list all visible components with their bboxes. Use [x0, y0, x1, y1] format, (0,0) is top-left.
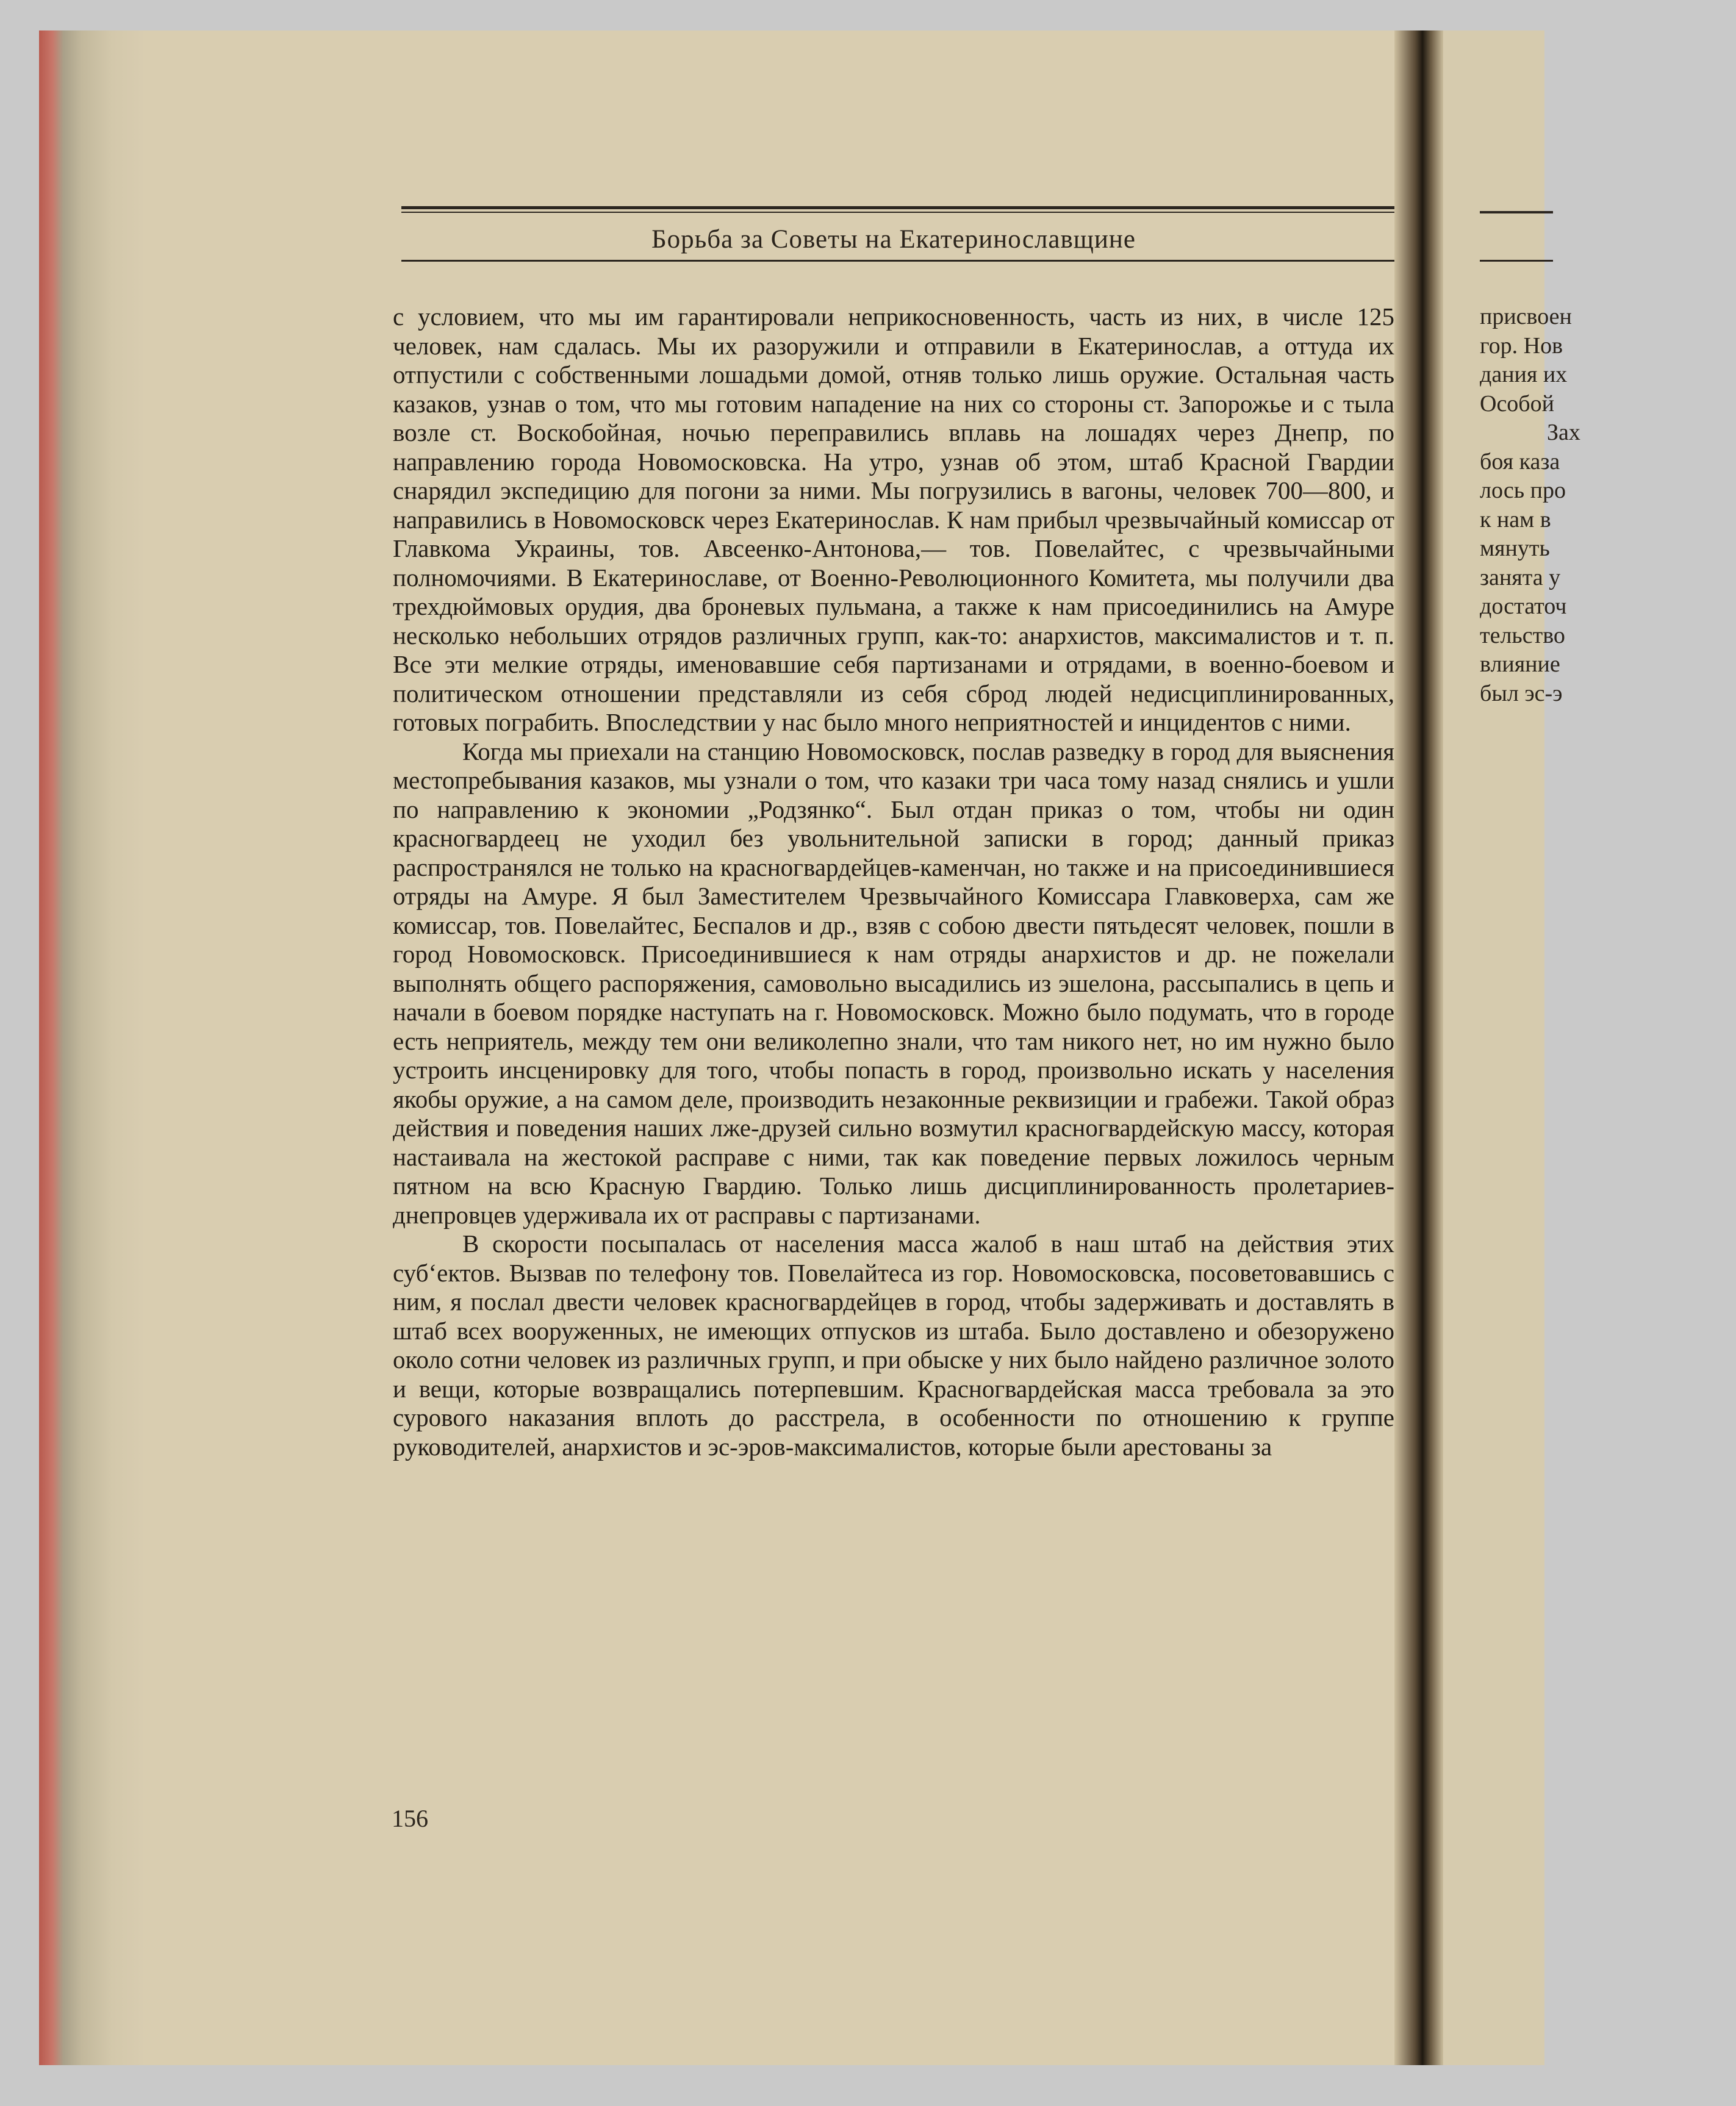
header-rule-top-thin: [401, 212, 1396, 213]
book-scan: [39, 30, 1580, 2065]
facing-line: достаточ: [1480, 593, 1567, 619]
facing-line: был эс-э: [1480, 680, 1563, 706]
facing-line: занята у: [1480, 564, 1561, 590]
paragraph: В скорости посыпалась от населения масса жалоб в наш штаб на действия этих суб‘ектов. Вызвав по телефону тов. Повелайтеса из гор. Новомосковска, посоветовавшись с ним, я послал двести человек красногвардейцев в город, чтобы задерживать и доставлять в штаб всех вооруженных, не имеющих отпусков из штаба. Было доставлено и обезоружено около сотни человек из различных групп, и при обыске у них было найдено различное золото и вещи, которые возвращались потерпевшим. Красногвардейская масса требовала за это сурового наказания вплоть до расстрела, в особенности по отношению к группе руководителей, анархистов и эс-эров-максималистов, которые были арестованы за: [393, 1230, 1394, 1461]
facing-page: [1443, 30, 1580, 2065]
facing-line: Зах: [1547, 420, 1580, 445]
facing-line: лось про: [1480, 478, 1566, 503]
facing-header-rule-bottom: [1480, 260, 1553, 262]
facing-line: гор. Нов: [1480, 332, 1563, 359]
facing-line: тельство: [1480, 622, 1565, 648]
left-page: [39, 30, 1394, 2065]
page-number: 156: [392, 1805, 428, 1832]
paragraph: с условием, что мы им гарантировали неприкосновенность, часть из них, в числе 125 человек, нам сдалась. Мы их разоружили и отправили в Екатеринослав, а оттуда их отпустили с собственными лошадьми домой, отняв только лишь оружие. Остальная часть казаков, узнав о том, что мы готовим нападение на них со стороны ст. Запорожье и с тыла возле ст. Воскобойная, ночью переправились вплавь на лошадях через Днепр, по направлению города Новомосковска. На утро, узнав об этом, штаб Красной Гвардии снарядил экспедицию для погони за ними. Мы погрузились в вагоны, человек 700—800, и направились в Новомосковск через Екатеринослав. К нам прибыл чрезвычайный комиссар от Главкома Украины, тов. Авсеенко-Антонова,— тов. Повелайтес, с чрезвычайными полномочиями. В Екатеринославе, от Военно-Революционного Комитета, мы получили два трехдюймовых орудия, два броневых пульмана, а также к нам присоединились на Амуре несколько небольших отрядов различных групп, как-то: анархистов, максималистов и т. п. Все эти мелкие отряды, именовавшие себя партизанами и отрядами, в военно-боевом и политическом отношении представляли из себя сброд людей недисциплинированных, готовых пограбить. Впоследствии у нас было много неприятностей и инцидентов с ними.: [393, 303, 1394, 736]
facing-page-text: [1480, 303, 1736, 708]
header-rule-top: [401, 206, 1396, 209]
facing-line: к нам в: [1480, 506, 1551, 532]
facing-header-rule-top: [1480, 211, 1553, 213]
facing-line: мянуть: [1480, 535, 1550, 561]
facing-line: Особой: [1480, 390, 1554, 417]
facing-line: присвоен: [1480, 304, 1572, 329]
running-header: Борьба за Советы на Екатеринославщине: [651, 225, 1136, 254]
facing-line: боя каза: [1480, 448, 1560, 475]
facing-line: дания их: [1480, 362, 1568, 387]
facing-line: влияние: [1480, 651, 1560, 677]
book-gutter: [1394, 30, 1443, 2065]
paragraph: Когда мы приехали на станцию Новомосковск, послав разведку в город для выяснения местопребывания казаков, мы узнали о том, что казаки три часа тому назад снялись и ушли по направлению к экономии „Родзянко“. Был отдан приказ о том, чтобы ни один красногвардеец не уходил без увольнительной записки в город; данный приказ распространялся не только на красногвардейцев-каменчан, но также и на присоединившиеся отряды на Амуре. Я был Заместителем Чрезвычайного Комиссара Главковерха, сам же комиссар, тов. Повелайтес, Беспалов и др., взяв с собою двести пятьдесят человек, пошли в город Новомосковск. Присоединившиеся к нам отряды анархистов и др. не пожелали выполнять общего распоряжения, самовольно высадились из эшелона, рассыпались в цепь и начали в боевом порядке наступать на г. Новомосковск. Можно было подумать, что в городе есть неприятель, между тем они великолепно знали, что там никого нет, но им нужно было устроить инсценировку для того, чтобы попасть в город, произвольно искать у населения якобы оружие, а на самом деле, производить незаконные реквизиции и грабежи. Такой образ действия и поведения наших лже-друзей сильно возмутил красногвардейскую массу, которая настаивала на жестокой расправе с ними, так как поведение первых ложилось черным пятном на всю Красную Гвардию. Только лишь дисциплинированность пролетариев-днепровцев удерживала их от расправы с партизанами.: [393, 737, 1394, 1229]
header-rule-bottom: [401, 260, 1396, 262]
page-body: [393, 303, 1394, 1461]
